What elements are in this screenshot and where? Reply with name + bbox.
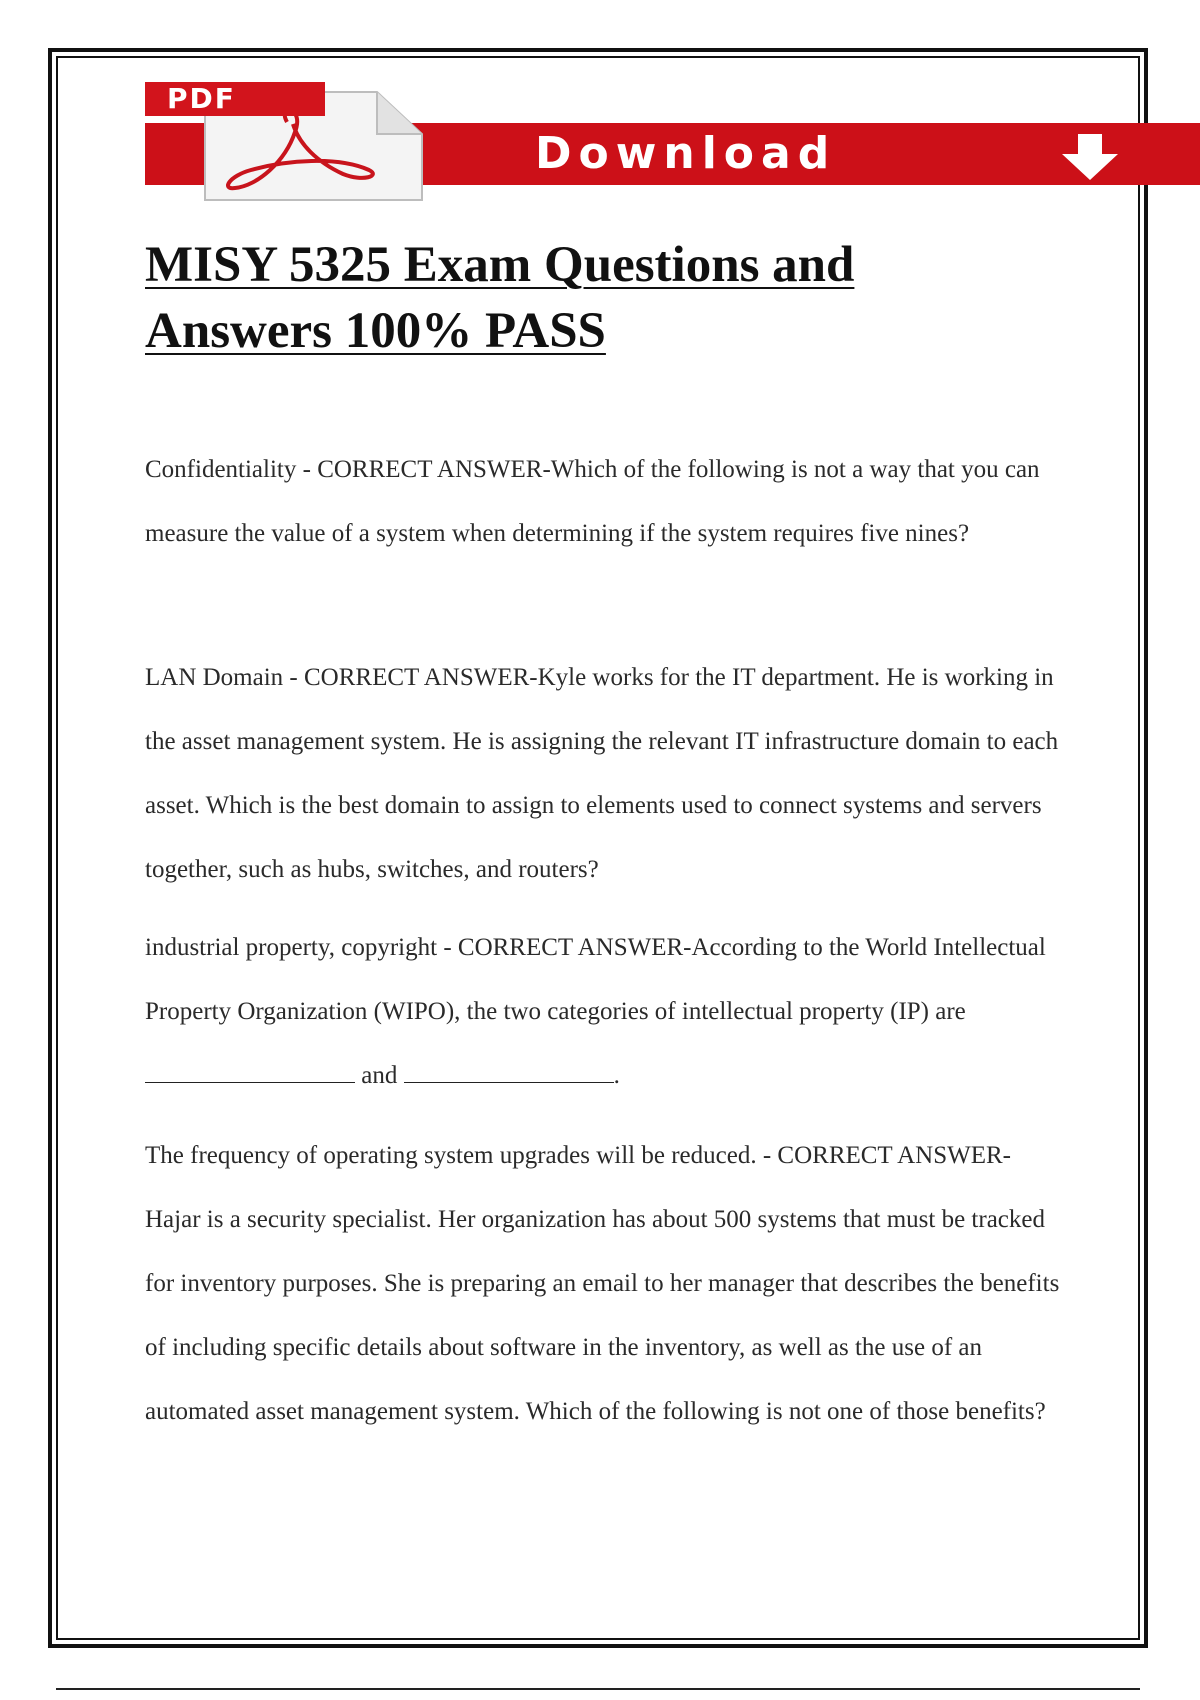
qa-text-end: . — [613, 1062, 620, 1089]
qa-entry: Confidentiality - CORRECT ANSWER-Which of the following is not a way that you can measure the value of a system when determining if the system requires five nines? — [145, 456, 1040, 547]
qa-entry: The frequency of operating system upgrades will be reduced. - CORRECT ANSWER-Hajar is a security specialist. Her organization has about 500 systems that must be tracked for inventory purposes. She is preparing an email to her manager that describes the benefits of including specific details about software in the inventory, as well as the use of an automated asset management system. Which of the following is not one of those benefits? — [145, 1142, 1060, 1425]
document-title: MISY 5325 Exam Questions and Answers 100% PASS — [145, 237, 855, 359]
answer-blank — [404, 1060, 614, 1083]
answer-blank — [145, 1060, 355, 1083]
qa-entry: LAN Domain - CORRECT ANSWER-Kyle works for the IT department. He is working in the asset management system. He is assigning the relevant IT infrastructure domain to each asset. Which is the best domain to assign to elements used to connect systems and servers together, such as hubs, switches, and routers? — [145, 664, 1059, 883]
pdf-label: PDF — [145, 82, 325, 116]
qa-text: industrial property, copyright - CORRECT ANSWER-According to the World Intellectual Property Organization (WIPO), the two categories of intellectual property (IP) are — [145, 934, 1046, 1025]
pdf-download-banner[interactable] — [145, 78, 1200, 203]
qa-entry — [145, 916, 1065, 1108]
download-label[interactable]: Download — [535, 128, 837, 179]
qa-joiner: and — [361, 1062, 398, 1089]
download-arrow-icon[interactable] — [1050, 128, 1130, 191]
bottom-divider — [56, 1688, 1140, 1690]
